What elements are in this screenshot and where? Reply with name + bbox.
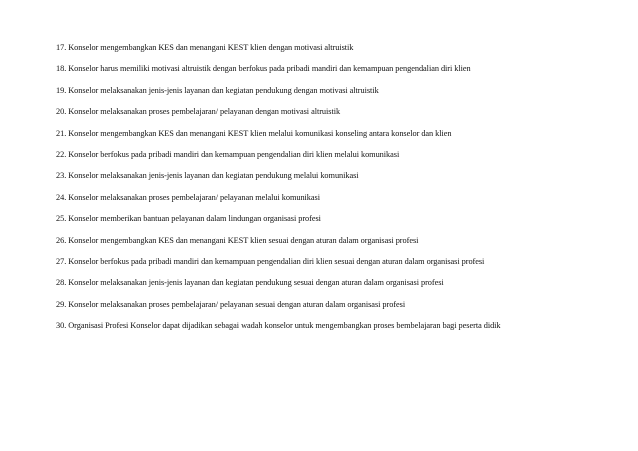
list-item-29: 29. Konselor melaksanakan proses pembelajaran/ pelayanan sesuai dengan aturan dalam organisasi profesi	[56, 299, 406, 309]
list-item-18: 18. Konselor harus memiliki motivasi altruistik dengan berfokus pada pribadi mandiri dan kemampuan pengendalian diri klien	[56, 64, 471, 74]
list-item-24: 24. Konselor melaksanakan proses pembelajaran/ pelayanan melalui komunikasi	[56, 192, 320, 202]
list-item-19: 19. Konselor melaksanakan jenis-jenis layanan dan kegiatan pendukung dengan motivasi altruistik	[56, 85, 379, 95]
list-item-22: 22. Konselor berfokus pada pribadi mandiri dan kemampuan pengendalian diri klien melalui komunikasi	[56, 149, 400, 159]
list-item-25: 25. Konselor memberikan bantuan pelayanan dalam lindungan organisasi profesi	[56, 214, 321, 224]
list-item-28: 28. Konselor melaksanakan jenis-jenis layanan dan kegiatan pendukung sesuai dengan aturan dalam organisasi profesi	[56, 278, 444, 288]
list-item-23: 23. Konselor melaksanakan jenis-jenis layanan dan kegiatan pendukung melalui komunikasi	[56, 171, 359, 181]
list-item-26: 26. Konselor mengembangkan KES dan menangani KEST klien sesuai dengan aturan dalam organisasi profesi	[56, 235, 419, 245]
statement-list	[56, 42, 626, 341]
list-item-27: 27. Konselor berfokus pada pribadi mandiri dan kemampuan pengendalian diri klien sesuai dengan aturan dalam organisasi profesi	[56, 256, 485, 266]
list-item-20: 20. Konselor melaksanakan proses pembelajaran/ pelayanan dengan motivasi altruistik	[56, 107, 341, 117]
list-item-21: 21. Konselor mengembangkan KES dan menangani KEST klien melalui komunikasi konseling antara konselor dan klien	[56, 128, 452, 138]
list-item-30: 30. Organisasi Profesi Konselor dapat dijadikan sebagai wadah konselor untuk mengembangkan proses bembelajaran bagi peserta didik	[56, 321, 501, 331]
list-item-17: 17. Konselor mengembangkan KES dan menangani KEST klien dengan motivasi altruistik	[56, 43, 354, 52]
